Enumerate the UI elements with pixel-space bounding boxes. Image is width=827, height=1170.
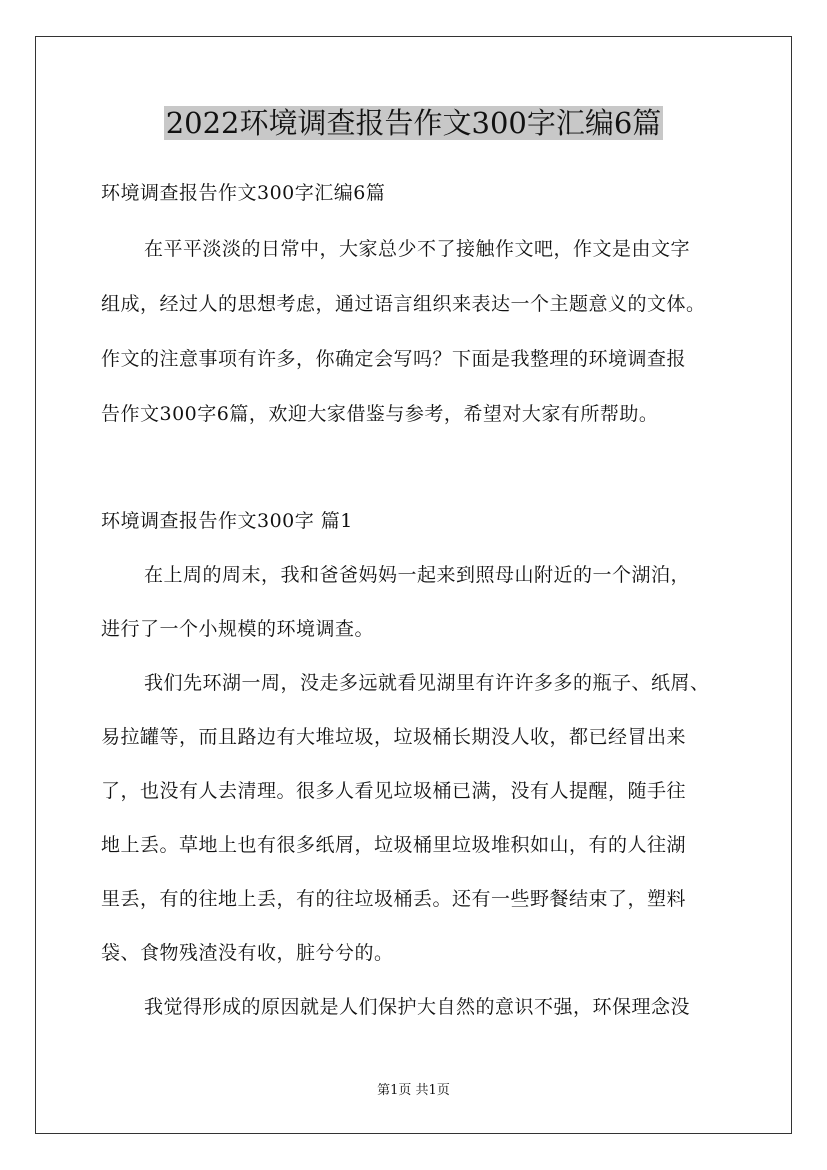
intro-line: 告作文300字6篇，欢迎大家借鉴与参考，希望对大家有所帮助。 [101,403,659,425]
document-title-text: 2022环境调查报告作文300字汇编6篇 [165,106,662,140]
paragraph-line: 在上周的周末，我和爸爸妈妈一起来到照母山附近的一个湖泊， [144,564,691,586]
paragraph-line: 我们先环湖一周，没走多远就看见湖里有许许多多的瓶子、纸屑、 [144,672,710,694]
paragraph-line: 我觉得形成的原因就是人们保护大自然的意识不强，环保理念没 [144,996,691,1018]
paragraph-line: 地上丢。草地上也有很多纸屑，垃圾桶里垃圾堆积如山，有的人往湖 [101,834,687,856]
paragraph-line: 易拉罐等，而且路边有大堆垃圾，垃圾桶长期没人收，都已经冒出来 [101,726,687,748]
intro-line: 作文的注意事项有许多，你确定会写吗？下面是我整理的环境调查报 [101,348,687,370]
intro-line: 组成，经过人的思想考虑，通过语言组织来表达一个主题意义的文体。 [101,293,706,315]
intro-line: 在平平淡淡的日常中，大家总少不了接触作文吧，作文是由文字 [144,238,691,260]
subtitle: 环境调查报告作文300字汇编6篇 [101,182,386,204]
paragraph-line: 袋、食物残渣没有收，脏兮兮的。 [101,942,394,964]
paragraph-line: 进行了一个小规模的环境调查。 [101,618,375,640]
page-footer: 第1页 共1页 [377,1083,450,1098]
document-title [0,101,827,145]
section-heading: 环境调查报告作文300字 篇1 [101,510,353,532]
paragraph-line: 了，也没有人去清理。很多人看见垃圾桶已满，没有人提醒，随手往 [101,780,687,802]
paragraph-line: 里丢，有的往地上丢，有的往垃圾桶丢。还有一些野餐结束了，塑料 [101,888,687,910]
